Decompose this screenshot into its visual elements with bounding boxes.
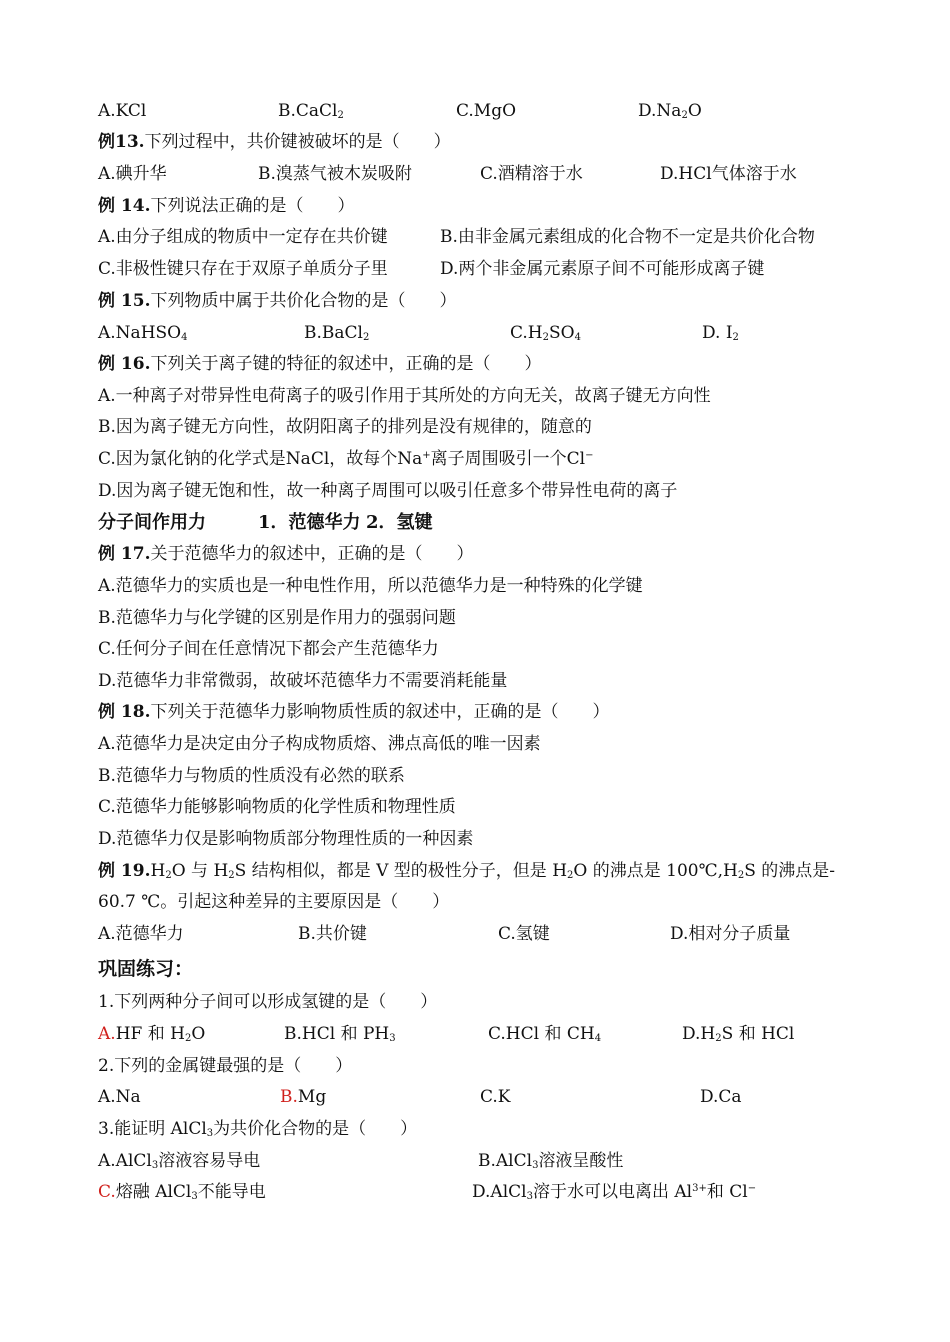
option-a: A.Na — [98, 1087, 141, 1107]
question-16-option-b: B.因为离子键无方向性，故阴阳离子的排列是没有规律的，随意的 — [98, 417, 592, 437]
option-a: A.由分子组成的物质中一定存在共价键 — [98, 227, 388, 247]
section-title: 分子间作用力 — [98, 512, 206, 533]
option-c: C.熔融 AlCl$_3$不能导电 — [98, 1182, 266, 1202]
answer-marker: C. — [98, 1182, 116, 1202]
question-number: 例 16. — [98, 354, 151, 374]
question-18-option-a: A.范德华力是决定由分子构成物质熔、沸点高低的唯一因素 — [98, 734, 541, 754]
question-18 — [98, 697, 610, 727]
option-d: D.相对分子质量 — [670, 924, 791, 944]
question-number: 例 19. — [98, 861, 151, 881]
practice-3: 3.能证明 AlCl$_3$为共价化合物的是（ ） — [98, 1119, 418, 1139]
question-19-line-2: 60.7 ℃。引起这种差异的主要原因是（ ） — [98, 892, 450, 912]
question-17 — [98, 539, 474, 569]
question-17-option-d: D.范德华力非常微弱，故破坏范德华力不需要消耗能量 — [98, 671, 508, 691]
option-a: A.HF 和 $H_2O$ — [98, 1024, 206, 1044]
question-text: 下列关于离子键的特征的叙述中，正确的是（ ） — [150, 354, 542, 374]
option-a: A.KCl — [98, 101, 147, 121]
option-c: C.K — [480, 1087, 511, 1107]
section-heading-practice: 巩固练习： — [98, 958, 194, 980]
option-c: C.非极性键只存在于双原子单质分子里 — [98, 259, 388, 279]
question-16-option-d: D.因为离子键无饱和性，故一种离子周围可以吸引任意多个带异性电荷的离子 — [98, 481, 678, 501]
question-text: 关于范德华力的叙述中，正确的是（ ） — [150, 544, 474, 564]
option-b: B.共价键 — [298, 924, 367, 944]
question-16 — [98, 349, 542, 379]
answer-marker: A. — [98, 1024, 116, 1044]
question-18-option-b: B.范德华力与物质的性质没有必然的联系 — [98, 766, 405, 786]
question-14 — [98, 191, 355, 221]
question-13 — [98, 127, 451, 157]
question-text: 下列过程中，共价键被破坏的是（ ） — [144, 132, 451, 152]
option-b: B.HCl 和 $PH_3$ — [284, 1024, 396, 1044]
option-d: D. $I_2$ — [702, 323, 739, 343]
option-c: C.MgO — [456, 101, 517, 121]
answer-marker: B. — [280, 1087, 298, 1107]
question-16-option-c: C.因为氯化钠的化学式是NaCl，故每个Na+离子周围吸引一个Cl− — [98, 449, 594, 469]
question-18-option-c: C.范德华力能够影响物质的化学性质和物理性质 — [98, 797, 456, 817]
question-text: 下列说法正确的是（ ） — [150, 196, 355, 216]
question-number: 例 15. — [98, 291, 151, 311]
option-b: B.溴蒸气被木炭吸附 — [258, 164, 412, 184]
question-18-option-d: D.范德华力仅是影响物质部分物理性质的一种因素 — [98, 829, 474, 849]
practice-1: 1.下列两种分子间可以形成氢键的是（ ） — [98, 992, 438, 1012]
option-d: $D.H_2S$ 和 HCl — [682, 1024, 795, 1044]
option-c: C.氢键 — [498, 924, 550, 944]
option-a: A.范德华力 — [98, 924, 184, 944]
question-text: $H_2O$ 与 $H_2S$ 结构相似，都是 V 型的极性分子，但是 $H_2O$ 的沸点是 $100℃,H_2S$ 的沸点是- — [150, 861, 836, 881]
question-text: 下列物质中属于共价化合物的是（ ） — [150, 291, 457, 311]
option-b: B.由非金属元素组成的化合物不一定是共价化合物 — [440, 227, 815, 247]
question-17-option-b: B.范德华力与化学键的区别是作用力的强弱问题 — [98, 608, 456, 628]
option-b: B.BaCl$_2$ — [304, 323, 370, 343]
question-number: 例13. — [98, 132, 145, 152]
section-item-2: 2．氢键 — [366, 512, 433, 533]
option-b: B.AlCl$_3$溶液呈酸性 — [478, 1151, 624, 1171]
question-number: 例 18. — [98, 702, 151, 722]
option-d: D.HCl气体溶于水 — [660, 164, 797, 184]
question-number: 例 14. — [98, 196, 151, 216]
question-16-option-a: A.一种离子对带异性电荷离子的吸引作用于其所处的方向无关，故离子键无方向性 — [98, 386, 711, 406]
option-d: D.两个非金属元素原子间不可能形成离子键 — [440, 259, 765, 279]
option-c: C.酒精溶于水 — [480, 164, 583, 184]
option-b: B.Mg — [280, 1087, 327, 1107]
option-a: A.NaHSO$_4$ — [98, 323, 188, 343]
option-d: D.AlCl$_3$溶于水可以电离出 $Al^{3+}$和 Cl− — [472, 1182, 757, 1202]
question-17-option-a: A.范德华力的实质也是一种电性作用，所以范德华力是一种特殊的化学键 — [98, 576, 643, 596]
question-17-option-c: C.任何分子间在任意情况下都会产生范德华力 — [98, 639, 439, 659]
option-d: $D.Na_2O$ — [638, 101, 702, 121]
option-c: $C.H_2SO_4$ — [510, 323, 581, 343]
option-a: A.AlCl$_3$溶液容易导电 — [98, 1151, 261, 1171]
section-item-1: 1．范德华力 — [258, 512, 361, 533]
question-number: 例 17. — [98, 544, 151, 564]
option-b: B.CaCl$_2$ — [278, 101, 344, 121]
practice-2: 2.下列的金属键最强的是（ ） — [98, 1056, 353, 1076]
option-a: A.碘升华 — [98, 164, 167, 184]
question-19 — [98, 856, 835, 886]
option-c: C.HCl 和 $CH_4$ — [488, 1024, 602, 1044]
question-15 — [98, 286, 457, 316]
question-text: 下列关于范德华力影响物质性质的叙述中，正确的是（ ） — [150, 702, 610, 722]
option-d: D.Ca — [700, 1087, 742, 1107]
